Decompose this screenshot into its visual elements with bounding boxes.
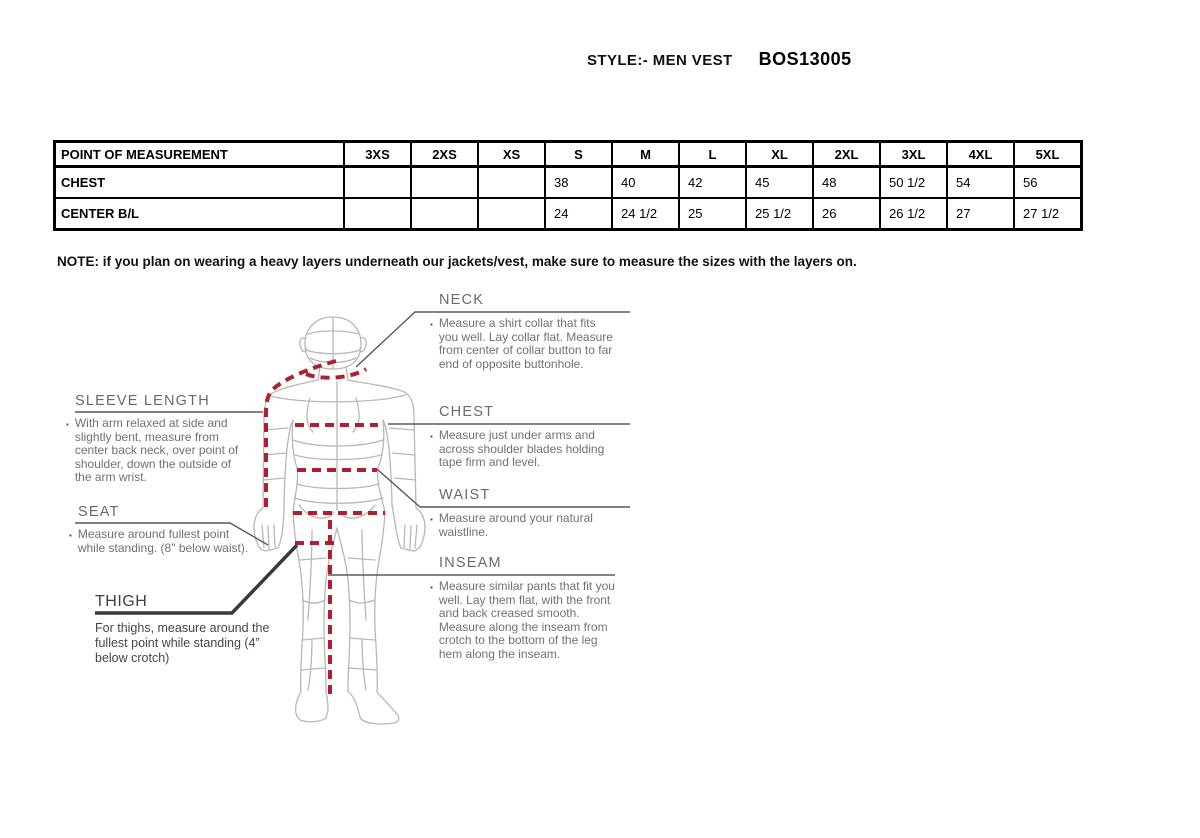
waist-instructions: Measure around your natural waistline.	[438, 511, 593, 539]
bullet-icon: ▪	[430, 320, 433, 329]
waist-heading: WAIST	[439, 487, 491, 503]
section-sleeve-length	[75, 393, 210, 409]
chest-2xl: 48	[813, 167, 880, 199]
centerbl-3xl: 26 1/2	[880, 198, 947, 230]
note-text: NOTE: if you plan on wearing a heavy layers underneath our jackets/vest, make sure to measure the sizes with the layers on.	[57, 254, 857, 269]
seat-heading: SEAT	[78, 504, 120, 520]
size-table	[53, 140, 1083, 231]
sleeve-dash-line	[266, 361, 336, 510]
column-header-xl: XL	[746, 142, 813, 167]
sleeve-length-heading: SLEEVE LENGTH	[75, 393, 210, 409]
chest-3xs	[344, 167, 411, 199]
column-header-3xl: 3XL	[880, 142, 947, 167]
chest-s: 38	[545, 167, 612, 199]
row-label-chest: CHEST	[55, 167, 345, 199]
column-header-5xl: 5XL	[1014, 142, 1082, 167]
bullet-icon: ▪	[69, 531, 72, 540]
section-chest-body	[430, 429, 617, 470]
measurement-dash-lines	[266, 361, 385, 696]
column-header-2xs: 2XS	[411, 142, 478, 167]
section-seat	[78, 504, 120, 520]
section-seat-body	[69, 528, 250, 555]
column-header-s: S	[545, 142, 612, 167]
centerbl-5xl: 27 1/2	[1014, 198, 1082, 230]
chest-3xl: 50 1/2	[880, 167, 947, 199]
chest-heading: CHEST	[439, 404, 495, 420]
size-table-header-row	[55, 142, 1082, 167]
bullet-icon: ▪	[430, 432, 433, 441]
chest-xl: 45	[746, 167, 813, 199]
centerbl-m: 24 1/2	[612, 198, 679, 230]
centerbl-s: 24	[545, 198, 612, 230]
column-header-2xl: 2XL	[813, 142, 880, 167]
column-header-point-of-measurement: POINT OF MEASUREMENT	[55, 142, 345, 167]
bullet-icon: ▪	[430, 515, 433, 524]
thigh-instructions: For thighs, measure around the fullest point while standing (4” below crotch)	[95, 621, 270, 665]
row-label-center-bl: CENTER B/L	[55, 198, 345, 230]
chest-l: 42	[679, 167, 746, 199]
body-wireframe-figure	[254, 317, 425, 724]
chest-4xl: 54	[947, 167, 1014, 199]
chest-m: 40	[612, 167, 679, 199]
neck-dash-line	[306, 369, 366, 378]
centerbl-xl: 25 1/2	[746, 198, 813, 230]
column-header-l: L	[679, 142, 746, 167]
thigh-heading: THIGH	[95, 593, 148, 610]
seat-instructions: Measure around fullest point while standing. (8" below waist).	[77, 527, 249, 555]
section-sleeve-length-body	[66, 417, 247, 485]
centerbl-xs	[478, 198, 545, 230]
section-waist-body	[430, 512, 617, 539]
column-header-3xs: 3XS	[344, 142, 411, 167]
column-header-m: M	[612, 142, 679, 167]
centerbl-l: 25	[679, 198, 746, 230]
table-row-chest	[55, 167, 1082, 199]
inseam-instructions: Measure similar pants that fit you well. Lay them flat, with the front and back creased smooth. Measure along the inseam from crotch to the bottom of the leg hem along the inseam.	[438, 579, 615, 661]
bullet-icon: ▪	[66, 420, 69, 429]
inseam-heading: INSEAM	[439, 555, 502, 571]
style-label: STYLE:- MEN VEST	[587, 52, 733, 69]
table-row-center-bl	[55, 198, 1082, 230]
neck-heading: NECK	[439, 292, 485, 308]
column-header-4xl: 4XL	[947, 142, 1014, 167]
centerbl-2xs	[411, 198, 478, 230]
sleeve-length-instructions: With arm relaxed at side and slightly bent, measure from center back neck, over point of shoulder, down the outside of the arm wrist.	[74, 416, 239, 485]
section-neck-body	[430, 317, 617, 371]
section-neck	[439, 292, 484, 308]
chest-instructions: Measure just under arms and across shoulder blades holding tape firm and level.	[438, 428, 605, 470]
chest-2xs	[411, 167, 478, 199]
style-code: BOS13005	[758, 49, 852, 69]
centerbl-3xs	[344, 198, 411, 230]
centerbl-4xl: 27	[947, 198, 1014, 230]
document-title	[587, 49, 852, 70]
section-waist	[439, 487, 490, 503]
section-inseam	[439, 555, 502, 571]
bullet-icon: ▪	[430, 583, 433, 592]
column-header-xs: XS	[478, 142, 545, 167]
neck-instructions: Measure a shirt collar that fits you well. Lay collar flat. Measure from center of collar button to far end of opposite buttonhole.	[438, 316, 613, 371]
section-inseam-body	[430, 580, 617, 662]
section-chest	[439, 404, 494, 420]
section-thigh	[95, 593, 147, 611]
chest-5xl: 56	[1014, 167, 1082, 199]
centerbl-2xl: 26	[813, 198, 880, 230]
chest-xs	[478, 167, 545, 199]
waist-connector-line	[377, 469, 630, 507]
